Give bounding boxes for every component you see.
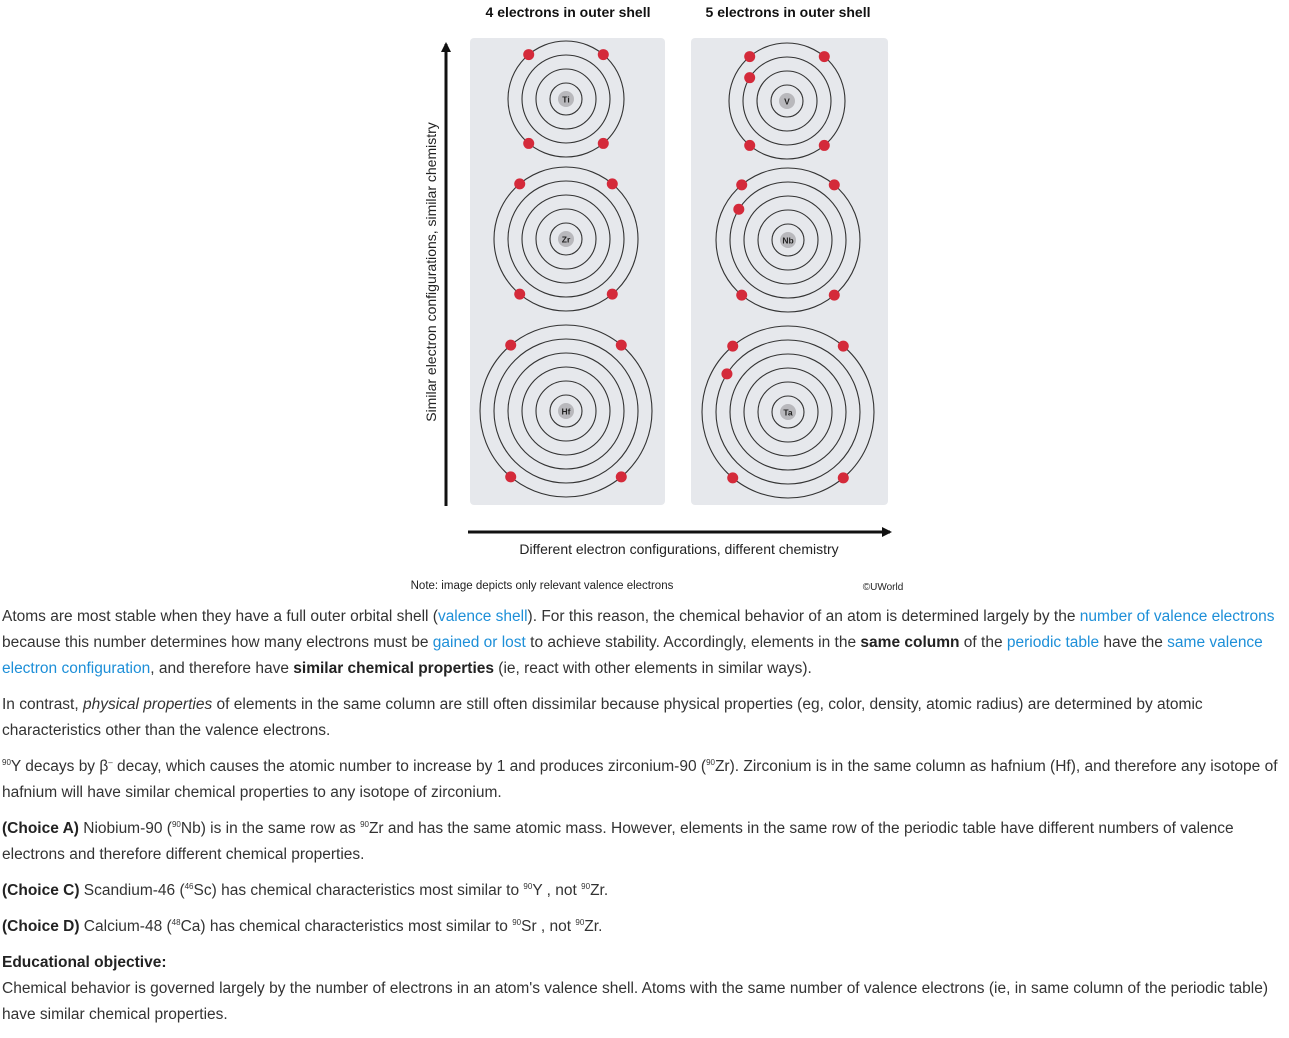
valence-electron <box>616 340 627 351</box>
y-axis-label: Similar electron configurations, similar chemistry <box>423 122 439 422</box>
valence-electron <box>721 368 732 379</box>
column-title-5-electrons: 5 electrons in outer shell <box>705 4 871 20</box>
italic-physical-properties: physical properties <box>82 696 213 713</box>
x-axis-label: Different electron configurations, different chemistry <box>519 541 839 557</box>
paragraph-choice-c: (Choice C) Scandium-46 ($^{46}$Sc) has chemical characteristics most similar to $^{90}$Y , not $^{90}$Zr. <box>2 882 609 899</box>
valence-electron <box>744 51 755 62</box>
valence-electron <box>727 472 738 483</box>
paragraph-valence-shell: Atoms are most stable when they have a full outer orbital shell (valence shell). For this reason, the chemical behavior of an atom is determined largely by the number of valence electrons because this number determines how many electrons must be gained or lost to achieve stability. Accordingly, elements in the same column of the periodic table have the same valence electron configuration, and therefore have similar chemical properties (ie, react with other elements in similar ways). <box>2 608 1275 677</box>
element-symbol: V <box>784 96 790 107</box>
element-symbol: Nb <box>782 235 794 246</box>
valence-electron <box>744 72 755 83</box>
paragraph-choice-d: (Choice D) Calcium-48 ($^{48}$Ca) has chemical characteristics most similar to $^{90}$Sr , not $^{90}$Zr. <box>2 918 603 935</box>
bold-similar-chemical-properties: similar chemical properties <box>293 660 494 677</box>
column-title-4-electrons: 4 electrons in outer shell <box>485 4 651 20</box>
link-number-of-valence-electrons[interactable]: number of valence electrons <box>1079 608 1275 625</box>
bold-same-column: same column <box>860 634 960 651</box>
element-symbol: Hf <box>561 406 571 417</box>
educational-objective-title: Educational objective: <box>2 954 167 971</box>
element-symbol: Zr <box>561 234 571 245</box>
valence-electron <box>736 179 747 190</box>
element-symbol: Ti <box>562 94 570 105</box>
valence-electron <box>838 341 849 352</box>
valence-electron <box>838 472 849 483</box>
explanation-content <box>2 604 1287 1038</box>
valence-electron <box>523 49 534 60</box>
paragraph-physical-properties: In contrast, physical properties of elements in the same column are still often dissimilar because physical properties (eg, color, density, atomic radius) are determined by atomic characteristics other than the valence electrons. <box>2 696 1203 739</box>
figure-note: Note: image depicts only relevant valence electrons <box>410 580 674 592</box>
valence-electron <box>744 140 755 151</box>
valence-electron <box>505 340 516 351</box>
valence-electron <box>829 290 840 301</box>
valence-electron <box>733 204 744 215</box>
element-symbol: Ta <box>783 407 793 418</box>
valence-electron <box>607 178 618 189</box>
paragraph-yttrium-decay: $^{90}$Y decays by β– decay, which causes the atomic number to increase by 1 and produces zirconium-90 ($^{90}$Zr). Zirconium is in the same column as hafnium (Hf), and therefore any isotope of hafnium will have similar chemical properties to any isotope of zirconium. <box>2 758 1278 801</box>
valence-electron <box>607 289 618 300</box>
valence-electron <box>616 471 627 482</box>
link-same-valence-electron-configuration[interactable]: same valence electron configuration <box>2 634 1263 677</box>
link-valence-shell[interactable]: valence shell <box>437 608 528 625</box>
valence-electron <box>598 138 609 149</box>
choice-d-label: (Choice D) <box>2 918 80 935</box>
link-periodic-table[interactable]: periodic table <box>1006 634 1100 651</box>
valence-electron <box>727 341 738 352</box>
valence-electron <box>523 138 534 149</box>
paragraph-choice-a: (Choice A) Niobium-90 ($^{90}$Nb) is in the same row as $^{90}$Zr and has the same atomic mass. However, elements in the same row of the periodic table have different numbers of valence electrons and therefore different chemical properties. <box>2 820 1234 863</box>
valence-electron <box>829 179 840 190</box>
valence-electron <box>514 178 525 189</box>
link-gained-or-lost[interactable]: gained or lost <box>432 634 526 651</box>
valence-electron <box>736 290 747 301</box>
valence-electron <box>514 289 525 300</box>
choice-a-label: (Choice A) <box>2 820 79 837</box>
panel-4-electrons <box>470 38 665 505</box>
copyright-label: ©UWorld <box>862 582 904 593</box>
educational-objective-text: Chemical behavior is governed largely by the number of electrons in an atom's valence shell. Atoms with the same number of valence electrons (ie, in same column of the periodic table) have similar chemical properties. <box>2 980 1268 1023</box>
valence-electron <box>819 51 830 62</box>
valence-electron <box>598 49 609 60</box>
valence-electron <box>505 471 516 482</box>
choice-c-label: (Choice C) <box>2 882 80 899</box>
valence-electron <box>819 140 830 151</box>
